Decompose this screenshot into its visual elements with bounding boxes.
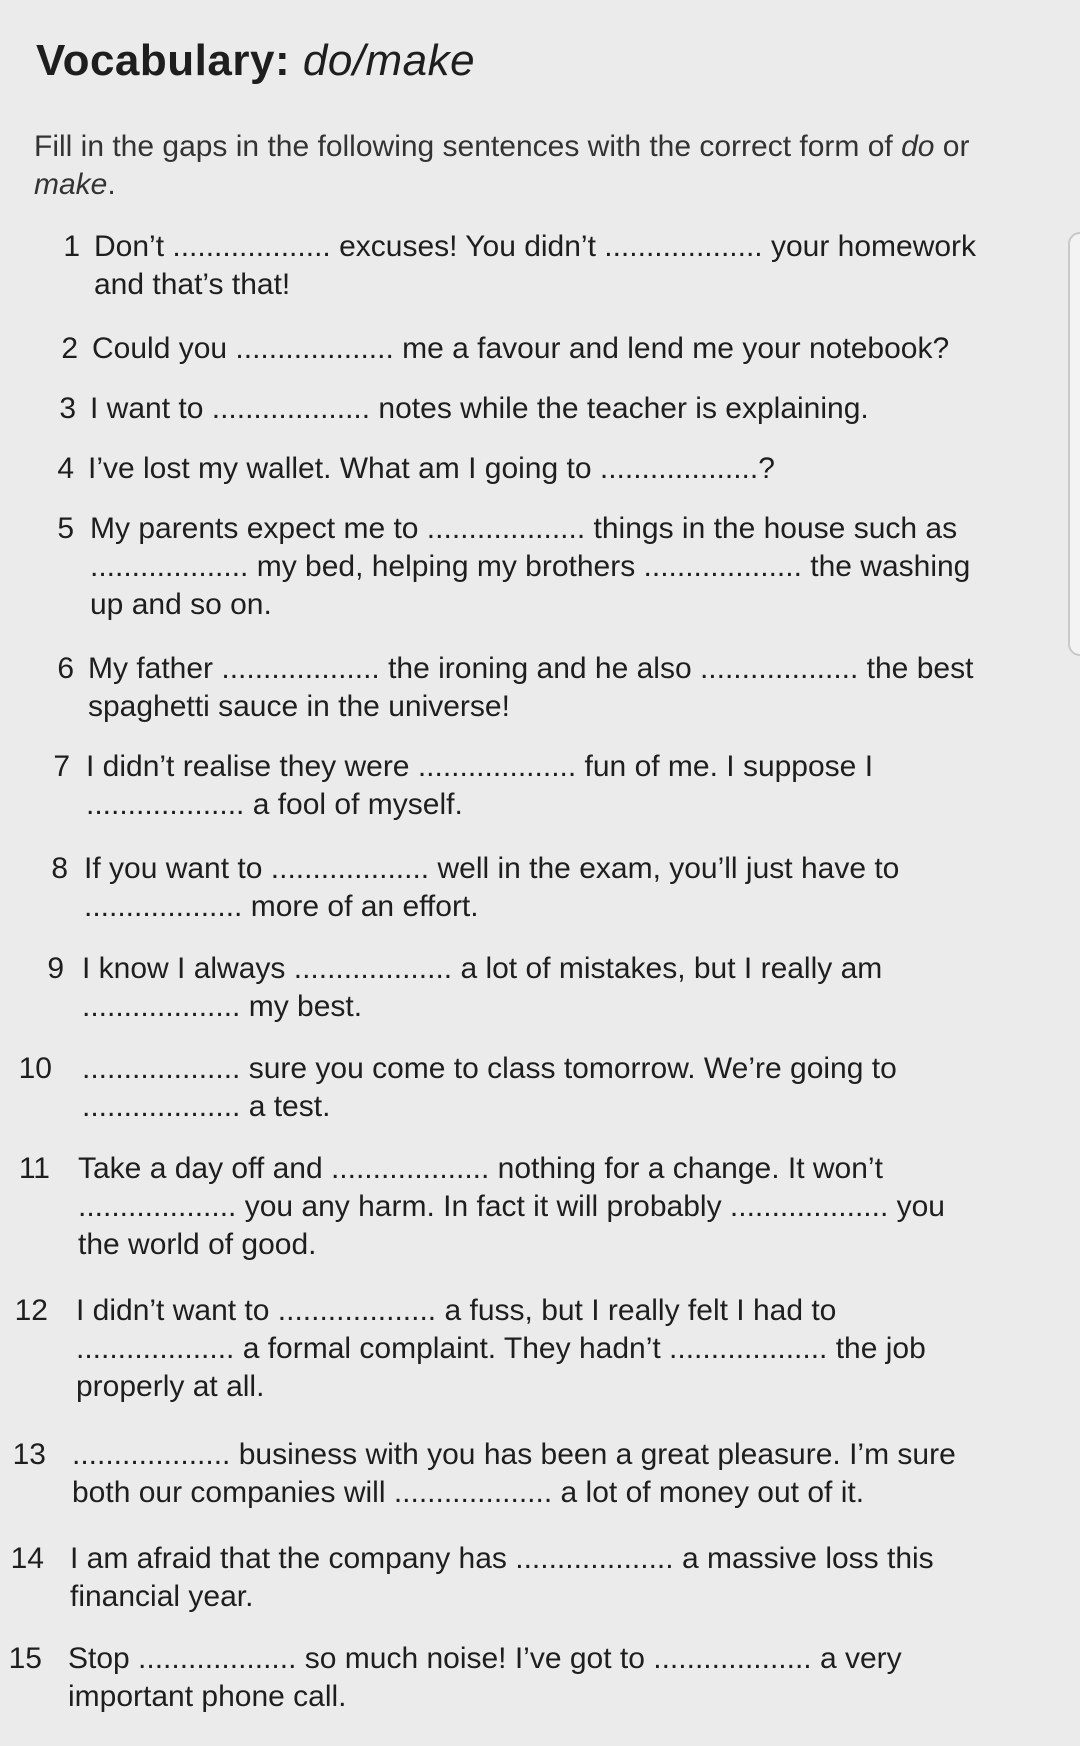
exercise-line: the world of good. — [78, 1228, 317, 1261]
instructions-or: or — [934, 130, 970, 163]
instructions — [34, 128, 1034, 204]
exercise-line: I want to ................... notes while the teacher is explaining. — [90, 392, 869, 425]
exercise-line: financial year. — [70, 1580, 254, 1613]
exercise-line: ................... my best. — [82, 990, 363, 1023]
exercise-line: I didn’t realise they were ................... fun of me. I suppose I — [86, 750, 874, 783]
exercise-line: I am afraid that the company has ................... a massive loss this — [70, 1542, 934, 1575]
exercise-line: Don’t ................... excuses! You didn’t ................... your homework — [94, 230, 977, 263]
exercise-number: 15 — [8, 1642, 42, 1675]
instructions-text: Fill in the gaps in the following sentences with the correct form of — [34, 130, 902, 163]
exercise-line: ................... business with you has been a great pleasure. I’m sure — [72, 1438, 956, 1471]
exercise-number: 4 — [57, 452, 74, 485]
exercise-number: 7 — [53, 750, 70, 783]
exercise-line: My father ................... the ironing and he also ................... the best — [88, 652, 974, 685]
exercise-line: ................... a formal complaint. They hadn’t ................... the job — [76, 1332, 926, 1365]
exercise-line: ................... sure you come to class tomorrow. We’re going to — [82, 1052, 897, 1085]
page-title — [36, 36, 475, 86]
exercise-line: Stop ................... so much noise! I’ve got to ................... a very — [68, 1642, 902, 1675]
instructions-end: . — [107, 168, 116, 201]
exercise-line: I know I always ................... a lot of mistakes, but I really am — [82, 952, 883, 985]
exercise-number: 5 — [57, 512, 74, 545]
exercise-line: important phone call. — [68, 1680, 347, 1713]
exercise-line: Take a day off and ................... nothing for a change. It won’t — [78, 1152, 883, 1185]
exercise-line: and that’s that! — [94, 268, 291, 301]
exercise-number: 11 — [18, 1152, 50, 1185]
exercise-line: ................... a test. — [82, 1090, 331, 1123]
exercise-line: If you want to ................... well in the exam, you’ll just have to — [84, 852, 900, 885]
title-italic: do/make — [302, 36, 476, 85]
exercise-number: 3 — [59, 392, 76, 425]
exercise-line: Could you ................... me a favour and lend me your notebook? — [92, 332, 950, 365]
instructions-do: do — [901, 130, 935, 163]
exercise-number: 8 — [51, 852, 68, 885]
exercise-number: 6 — [57, 652, 74, 685]
exercise-line: ................... more of an effort. — [84, 890, 479, 923]
exercise-line: ................... a fool of myself. — [86, 788, 463, 821]
exercise-number: 12 — [14, 1294, 48, 1327]
exercise-number: 2 — [61, 332, 78, 365]
exercise-number: 13 — [12, 1438, 46, 1471]
exercise-number: 10 — [18, 1052, 52, 1085]
title-bold: Vocabulary: — [36, 36, 291, 85]
exercise-number: 1 — [63, 230, 80, 263]
exercise-line: spaghetti sauce in the universe! — [88, 690, 510, 723]
exercise-number: 14 — [10, 1542, 44, 1575]
exercise-line: I’ve lost my wallet. What am I going to ...................? — [88, 452, 775, 485]
exercise-line: ................... you any harm. In fact it will probably ................... you — [78, 1190, 945, 1223]
exercise-line: up and so on. — [90, 588, 272, 621]
exercise-line: both our companies will ................... a lot of money out of it. — [72, 1476, 865, 1509]
exercise-line: I didn’t want to ................... a fuss, but I really felt I had to — [76, 1294, 837, 1327]
exercise-line: properly at all. — [76, 1370, 265, 1403]
exercise-line: ................... my bed, helping my brothers ................... the washing — [90, 550, 971, 583]
exercise-number: 9 — [47, 952, 64, 985]
instructions-make: make — [34, 168, 108, 201]
scroll-edge-handle[interactable] — [1068, 232, 1080, 656]
exercise-line: My parents expect me to ................... things in the house such as — [90, 512, 958, 545]
